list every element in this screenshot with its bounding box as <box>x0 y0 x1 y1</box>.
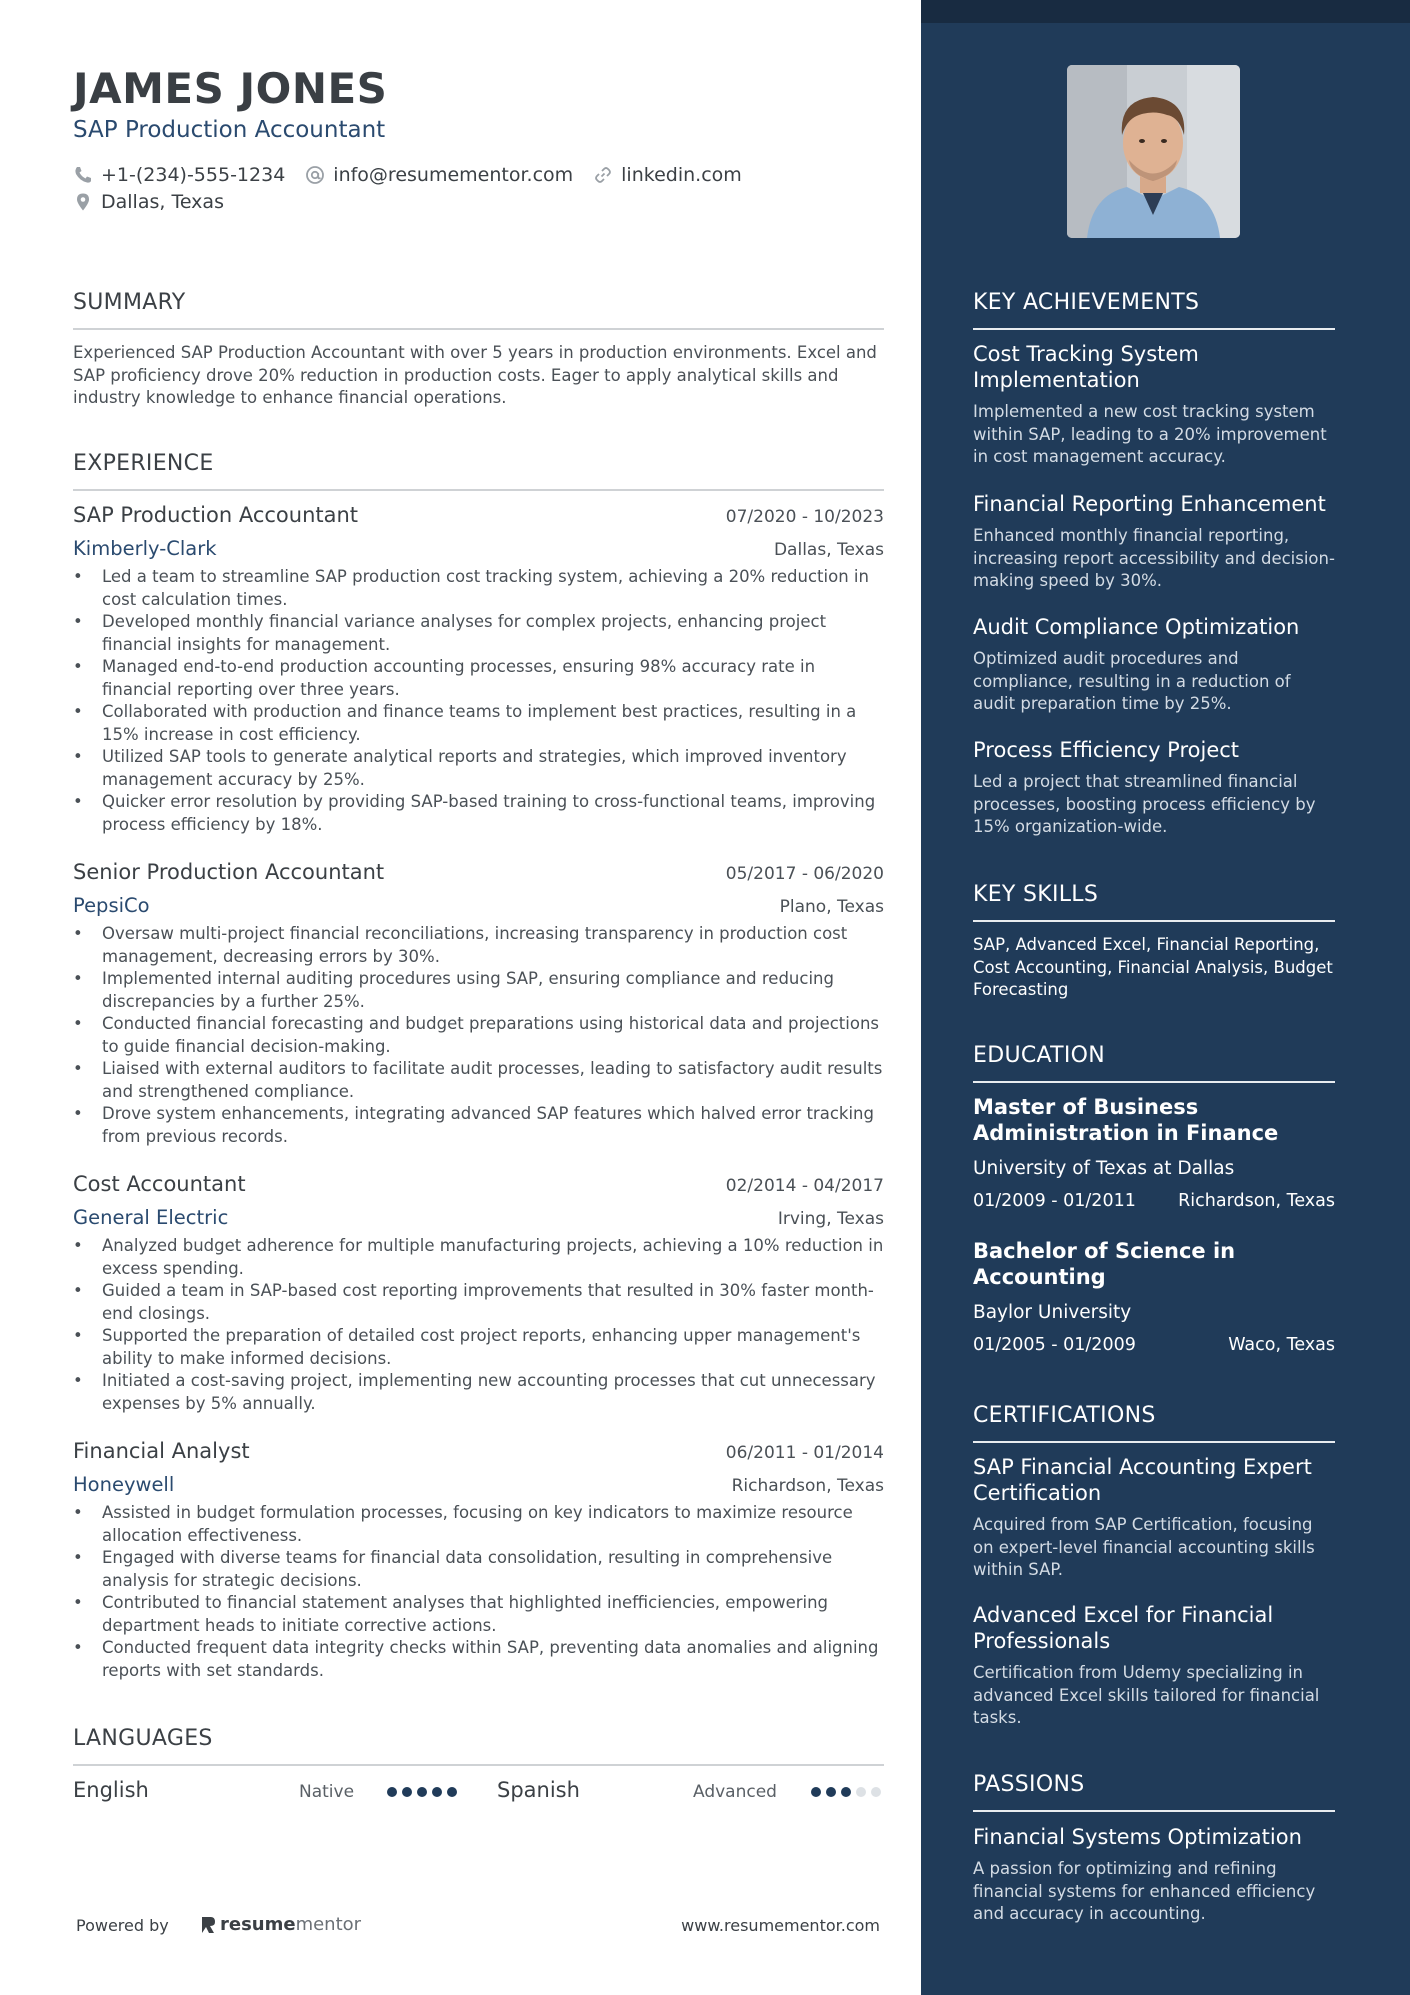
list-item: • Conducted financial forecasting and budget preparations using historical data and projections to guide financial decision-making. <box>73 1013 884 1058</box>
education-item <box>973 1094 1335 1211</box>
passion-item <box>973 1824 1335 1926</box>
job-bullets <box>73 1235 884 1415</box>
job-bullets <box>73 566 884 836</box>
job-entry <box>73 860 884 1148</box>
rating-dot-filled <box>841 1787 851 1797</box>
rating-dot-filled <box>447 1787 457 1797</box>
degree-title: Master of Business Administration in Finance <box>973 1095 1279 1145</box>
education-heading: EDUCATION <box>973 1043 1335 1068</box>
school-name: Baylor University <box>973 1302 1132 1323</box>
summary-text: Experienced SAP Production Accountant with over 5 years in production environments. Excel and SAP proficiency drove 20% reduction in production costs. Eager to apply analytical skills and industry knowledge to enhance financial operations. <box>73 343 877 407</box>
powered-by-label: Powered by <box>76 1916 169 1935</box>
website-link[interactable]: www.resumementor.com <box>681 1916 880 1935</box>
profile-photo <box>1067 65 1240 238</box>
candidate-name: JAMES JONES <box>73 64 388 113</box>
company-name: PepsiCo <box>73 894 150 917</box>
education-location: Richardson, Texas <box>1178 1191 1335 1211</box>
certification-desc: Acquired from SAP Certification, focusing on expert-level financial accounting skills within SAP. <box>973 1515 1315 1579</box>
achievement-title: Audit Compliance Optimization <box>973 615 1300 639</box>
email-item <box>305 164 573 186</box>
list-item: • Guided a team in SAP-based cost reporting improvements that resulted in 30% faster month-end closings. <box>73 1280 884 1325</box>
job-title: SAP Production Accountant <box>73 117 386 143</box>
location-text: Dallas, Texas <box>101 190 224 213</box>
achievement-title: Process Efficiency Project <box>973 738 1240 762</box>
rating-dot-empty <box>871 1787 881 1797</box>
rating-dot-filled <box>402 1787 412 1797</box>
job-location: Irving, Texas <box>777 1209 884 1229</box>
job-dates: 07/2020 - 10/2023 <box>725 507 884 527</box>
language-name: English <box>73 1778 149 1802</box>
job-bullets <box>73 923 884 1148</box>
list-item: • Analyzed budget adherence for multiple manufacturing projects, achieving a 10% reduction in excess spending. <box>73 1235 884 1280</box>
certification-item <box>973 1602 1335 1730</box>
company-name: Honeywell <box>73 1473 175 1496</box>
email-address[interactable]: info@resumementor.com <box>333 163 574 186</box>
job-bullets <box>73 1502 884 1682</box>
sidebar <box>921 0 1410 1995</box>
list-item: • Collaborated with production and finance teams to implement best practices, resulting in a 15% increase in cost efficiency. <box>73 701 884 746</box>
logo-text-light: mentor <box>295 1914 362 1935</box>
list-item: • Led a team to streamline SAP production cost tracking system, achieving a 20% reduction in cost calculation times. <box>73 566 884 611</box>
list-item: • Developed monthly financial variance analyses for complex projects, enhancing project financial insights for management. <box>73 611 884 656</box>
link-icon <box>593 165 613 185</box>
job-entry <box>73 1439 884 1682</box>
achievement-title: Cost Tracking System Implementation <box>973 342 1199 392</box>
language-rating <box>811 1787 886 1797</box>
job-location: Plano, Texas <box>779 897 884 917</box>
phone-item <box>73 164 285 186</box>
job-dates: 05/2017 - 06/2020 <box>725 864 884 884</box>
achievement-item <box>973 341 1335 469</box>
achievement-item <box>973 491 1335 593</box>
education-location: Waco, Texas <box>1228 1335 1335 1355</box>
languages-heading: LANGUAGES <box>73 1726 884 1751</box>
sidebar-top-bar <box>921 0 1410 23</box>
school-name: University of Texas at Dallas <box>973 1158 1235 1179</box>
list-item: • Quicker error resolution by providing SAP-based training to cross-functional teams, improving process efficiency by 18%. <box>73 791 884 836</box>
education-item <box>973 1238 1335 1355</box>
education-dates: 01/2005 - 01/2009 <box>973 1335 1136 1355</box>
company-name: Kimberly-Clark <box>73 537 217 560</box>
resumementor-logo-icon <box>200 1916 216 1934</box>
rating-dot-filled <box>811 1787 821 1797</box>
language-name: Spanish <box>497 1778 580 1802</box>
passion-title: Financial Systems Optimization <box>973 1825 1302 1849</box>
achievement-item <box>973 614 1335 716</box>
job-role: Senior Production Accountant <box>73 860 385 884</box>
languages-list <box>73 1778 884 1808</box>
language-level: Advanced <box>693 1782 777 1802</box>
job-role: SAP Production Accountant <box>73 503 359 527</box>
list-item: • Assisted in budget formulation processes, focusing on key indicators to maximize resource allocation effectiveness. <box>73 1502 884 1547</box>
list-item: • Oversaw multi-project financial reconciliations, increasing transparency in production cost management, decreasing errors by 30%. <box>73 923 884 968</box>
passions-heading: PASSIONS <box>973 1772 1335 1797</box>
list-item: • Initiated a cost-saving project, implementing new accounting processes that cut unnecessary expenses by 5% annually. <box>73 1370 884 1415</box>
job-dates: 02/2014 - 04/2017 <box>725 1176 884 1196</box>
achievement-desc: Enhanced monthly financial reporting, increasing report accessibility and decision-making speed by 30%. <box>973 526 1335 590</box>
education-dates: 01/2009 - 01/2011 <box>973 1191 1136 1211</box>
language-level: Native <box>299 1782 355 1802</box>
language-rating <box>387 1787 462 1797</box>
skills-heading: KEY SKILLS <box>973 882 1335 907</box>
achievement-desc: Led a project that streamlined financial processes, boosting process efficiency by 15% organization-wide. <box>973 772 1316 836</box>
job-dates: 06/2011 - 01/2014 <box>725 1443 884 1463</box>
contact-info <box>73 161 762 215</box>
job-entry <box>73 1172 884 1415</box>
list-item: • Engaged with diverse teams for financial data consolidation, resulting in comprehensive analysis for strategic decisions. <box>73 1547 884 1592</box>
job-entry <box>73 503 884 836</box>
location-pin-icon <box>73 192 93 212</box>
certifications-heading: CERTIFICATIONS <box>973 1403 1335 1428</box>
certification-title: Advanced Excel for Financial Professionals <box>973 1603 1274 1653</box>
rating-dot-filled <box>432 1787 442 1797</box>
company-name: General Electric <box>73 1206 229 1229</box>
phone-icon <box>73 165 93 185</box>
achievements-heading: KEY ACHIEVEMENTS <box>973 290 1335 315</box>
list-item: • Implemented internal auditing procedures using SAP, ensuring compliance and reducing discrepancies by a further 25%. <box>73 968 884 1013</box>
job-role: Financial Analyst <box>73 1439 250 1463</box>
list-item: • Supported the preparation of detailed cost project reports, enhancing upper management's ability to make informed decisions. <box>73 1325 884 1370</box>
achievement-item <box>973 737 1335 839</box>
certification-item <box>973 1454 1335 1582</box>
achievement-desc: Implemented a new cost tracking system within SAP, leading to a 20% improvement in cost management accuracy. <box>973 402 1327 466</box>
rating-dot-filled <box>826 1787 836 1797</box>
degree-title: Bachelor of Science in Accounting <box>973 1239 1236 1289</box>
achievement-title: Financial Reporting Enhancement <box>973 492 1326 516</box>
phone-number[interactable]: +1-(234)-555-1234 <box>101 163 286 186</box>
certification-desc: Certification from Udemy specializing in advanced Excel skills tailored for financial tasks. <box>973 1663 1320 1727</box>
rating-dot-empty <box>856 1787 866 1797</box>
list-item: • Liaised with external auditors to facilitate audit processes, leading to satisfactory audit results and strengthened compliance. <box>73 1058 884 1103</box>
passion-desc: A passion for optimizing and refining financial systems for enhanced efficiency and accuracy in accounting. <box>973 1859 1316 1923</box>
resumementor-logo[interactable] <box>200 1914 361 1935</box>
linkedin-link[interactable]: linkedin.com <box>621 163 742 186</box>
list-item: • Conducted frequent data integrity checks within SAP, preventing data anomalies and aligning reports with set standards. <box>73 1637 884 1682</box>
rating-dot-filled <box>387 1787 397 1797</box>
list-item: • Managed end-to-end production accounting processes, ensuring 98% accuracy rate in financial reporting over three years. <box>73 656 884 701</box>
achievement-desc: Optimized audit procedures and compliance, resulting in a reduction of audit preparation time by 25%. <box>973 649 1291 713</box>
at-icon <box>305 165 325 185</box>
location-item <box>73 191 224 213</box>
rating-dot-filled <box>417 1787 427 1797</box>
skills-list: SAP, Advanced Excel, Financial Reporting, Cost Accounting, Financial Analysis, Budget Forecasting <box>973 935 1333 999</box>
list-item: • Contributed to financial statement analyses that highlighted inefficiencies, empowering department heads to initiate corrective actions. <box>73 1592 884 1637</box>
experience-heading: EXPERIENCE <box>73 451 884 476</box>
portrait-image <box>1067 65 1240 238</box>
job-location: Richardson, Texas <box>731 1476 884 1496</box>
job-role: Cost Accountant <box>73 1172 246 1196</box>
logo-text-bold: resume <box>220 1914 296 1935</box>
linkedin-item <box>593 164 742 186</box>
summary-heading: SUMMARY <box>73 290 884 315</box>
job-location: Dallas, Texas <box>773 540 884 560</box>
certification-title: SAP Financial Accounting Expert Certification <box>973 1455 1312 1505</box>
list-item: • Utilized SAP tools to generate analytical reports and strategies, which improved inventory management accuracy by 25%. <box>73 746 884 791</box>
list-item: • Drove system enhancements, integrating advanced SAP features which halved error tracking from previous records. <box>73 1103 884 1148</box>
